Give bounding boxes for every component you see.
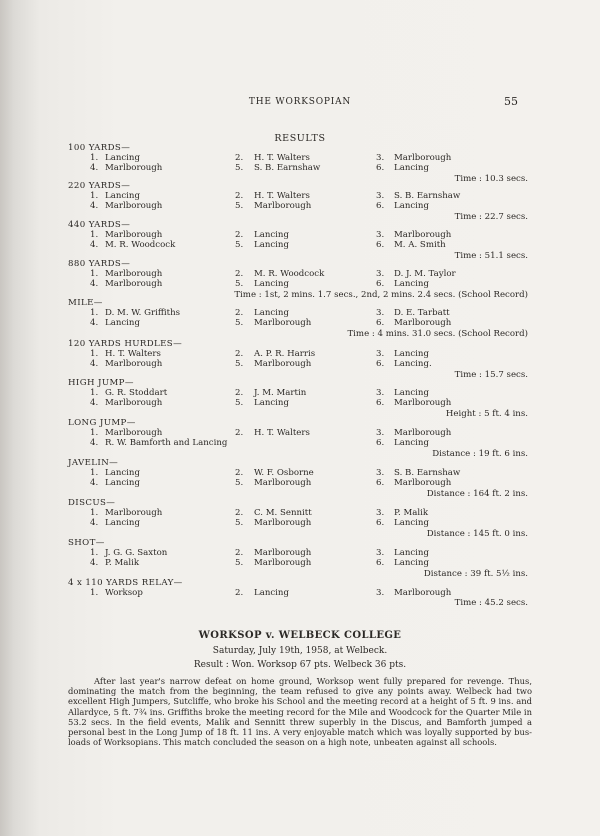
place-name: Lancing	[254, 230, 289, 241]
place-name: Marlborough	[394, 230, 452, 241]
event-block	[68, 220, 528, 261]
place-name: Lancing	[394, 558, 429, 569]
place-number: 3.	[376, 468, 385, 479]
place-number: 4.	[90, 359, 99, 370]
placing-row	[68, 438, 528, 448]
place-name: Lancing	[105, 468, 140, 479]
place-number: 5.	[235, 359, 244, 370]
place-number: 2.	[235, 588, 244, 599]
place-name: Lancing	[254, 240, 289, 251]
place-number: 5.	[235, 240, 244, 251]
place-name: M. R. Woodcock	[105, 240, 176, 251]
place-number: 2.	[235, 388, 244, 399]
place-number: 6.	[376, 558, 385, 569]
placing-row	[68, 230, 528, 240]
place-name: Marlborough	[105, 201, 163, 212]
place-number: 4.	[90, 478, 99, 489]
place-number: 4.	[90, 279, 99, 290]
event-block	[68, 458, 528, 499]
event-title: 4 x 110 YARDS RELAY—	[68, 578, 183, 588]
placing-row	[68, 269, 528, 279]
place-number: 4.	[90, 518, 99, 529]
place-number: 1.	[90, 153, 99, 164]
place-number: 2.	[235, 308, 244, 319]
event-result: Time : 22.7 secs.	[454, 211, 528, 222]
placing-row	[68, 163, 528, 173]
place-number: 5.	[235, 558, 244, 569]
place-name: Lancing	[254, 588, 289, 599]
event-title: LONG JUMP—	[68, 418, 136, 428]
place-number: 5.	[235, 201, 244, 212]
event-block	[68, 418, 528, 459]
place-name: H. T. Walters	[254, 191, 310, 202]
place-name: H. T. Walters	[254, 153, 310, 164]
place-name: M. R. Woodcock	[254, 269, 325, 280]
place-name: W. F. Osborne	[254, 468, 314, 479]
place-number: 3.	[376, 388, 385, 399]
place-number: 2.	[235, 153, 244, 164]
place-name: Lancing	[394, 349, 429, 360]
place-number: 3.	[376, 508, 385, 519]
place-number: 3.	[376, 588, 385, 599]
place-number: 3.	[376, 349, 385, 360]
place-number: 6.	[376, 518, 385, 529]
event-title: 120 YARDS HURDLES—	[68, 339, 183, 349]
place-number: 4.	[90, 163, 99, 174]
placing-row	[68, 468, 528, 478]
event-block	[68, 298, 528, 339]
place-name: Lancing	[105, 153, 140, 164]
place-name: Marlborough	[105, 163, 163, 174]
place-number: 6.	[376, 240, 385, 251]
placing-row	[68, 279, 528, 289]
place-number: 5.	[235, 163, 244, 174]
page-number: 55	[504, 95, 518, 108]
place-number: 3.	[376, 428, 385, 439]
place-number: 6.	[376, 359, 385, 370]
place-number: 2.	[235, 230, 244, 241]
event-block	[68, 538, 528, 579]
place-name: Marlborough	[394, 398, 452, 409]
event-title: MILE—	[68, 298, 103, 308]
event-result: Distance : 145 ft. 0 ins.	[426, 528, 528, 539]
event-block	[68, 181, 528, 222]
place-name: Marlborough	[105, 269, 163, 280]
event-title: 440 YARDS—	[68, 220, 131, 230]
event-result: Distance : 39 ft. 5½ ins.	[423, 568, 528, 579]
event-title: 220 YARDS—	[68, 181, 131, 191]
place-name: Marlborough	[105, 428, 163, 439]
event-title: 880 YARDS—	[68, 259, 131, 269]
event-result: Time : 10.3 secs.	[454, 173, 528, 184]
place-name: Lancing	[394, 279, 429, 290]
place-number: 1.	[90, 388, 99, 399]
place-number: 6.	[376, 163, 385, 174]
placing-row	[68, 388, 528, 398]
event-result: Time : 45.2 secs.	[454, 598, 528, 609]
event-result: Time : 15.7 secs.	[454, 369, 528, 380]
event-title: DISCUS—	[68, 498, 116, 508]
placing-row	[68, 548, 528, 558]
event-result-row	[68, 329, 528, 339]
place-name: A. P. R. Harris	[254, 349, 316, 360]
place-name: Marlborough	[254, 359, 312, 370]
place-number: 6.	[376, 279, 385, 290]
place-number: 5.	[235, 398, 244, 409]
place-name: Marlborough	[394, 428, 452, 439]
place-number: 4.	[90, 240, 99, 251]
place-name: S. B. Earnshaw	[254, 163, 321, 174]
event-title: HIGH JUMP—	[68, 378, 134, 388]
place-name: Lancing	[105, 318, 140, 329]
event-block	[68, 259, 528, 300]
event-result: Distance : 19 ft. 6 ins.	[432, 448, 528, 459]
place-name: Marlborough	[105, 398, 163, 409]
place-name: M. A. Smith	[394, 240, 446, 251]
place-number: 4.	[90, 398, 99, 409]
place-name: Marlborough	[254, 518, 312, 529]
place-name: Lancing	[254, 398, 289, 409]
place-name: Marlborough	[105, 279, 163, 290]
place-name: Lancing	[254, 279, 289, 290]
place-name: C. M. Sennitt	[254, 508, 312, 519]
place-number: 4.	[90, 558, 99, 569]
place-name: Marlborough	[105, 359, 163, 370]
placing-row	[68, 153, 528, 163]
place-name: H. T. Walters	[254, 428, 310, 439]
event-title: JAVELIN—	[68, 458, 119, 468]
event-result: Time : 4 mins. 31.0 secs. (School Record)	[347, 328, 528, 339]
placing-row	[68, 428, 528, 438]
place-number: 2.	[235, 508, 244, 519]
event-block	[68, 143, 528, 184]
place-number: 3.	[376, 191, 385, 202]
event-result: Time : 51.1 secs.	[454, 250, 528, 261]
place-number: 6.	[376, 318, 385, 329]
place-number: 5.	[235, 518, 244, 529]
place-number: 2.	[235, 349, 244, 360]
place-number: 6.	[376, 438, 385, 449]
placing-row	[68, 318, 528, 328]
placing-row	[68, 349, 528, 359]
placing-row	[68, 359, 528, 369]
match-title: WORKSOP v. WELBECK COLLEGE	[198, 630, 402, 641]
place-name: Worksop	[105, 588, 143, 599]
placing-row	[68, 478, 528, 488]
place-name: Lancing	[394, 438, 429, 449]
place-name: Lancing	[394, 518, 429, 529]
place-number: 4.	[90, 201, 99, 212]
event-result-row	[68, 598, 528, 608]
place-name: Lancing.	[394, 359, 432, 370]
placing-row	[68, 201, 528, 211]
place-name: D. E. Tarbatt	[394, 308, 450, 319]
place-number: 2.	[235, 428, 244, 439]
place-name: Marlborough	[394, 588, 452, 599]
running-header: THE WORKSOPIAN	[248, 97, 352, 107]
place-name: Lancing	[254, 308, 289, 319]
place-name: S. B. Earnshaw	[394, 191, 461, 202]
place-name: Lancing	[394, 201, 429, 212]
placing-row	[68, 398, 528, 408]
place-name: R. W. Bamforth and Lancing	[105, 438, 228, 449]
place-number: 3.	[376, 308, 385, 319]
place-name: Lancing	[394, 163, 429, 174]
place-number: 3.	[376, 269, 385, 280]
place-name: Marlborough	[254, 548, 312, 559]
event-title: 100 YARDS—	[68, 143, 131, 153]
placing-row	[68, 588, 528, 598]
place-number: 5.	[235, 478, 244, 489]
event-result: Height : 5 ft. 4 ins.	[445, 408, 528, 419]
match-date: Saturday, July 19th, 1958, at Welbeck.	[212, 646, 388, 656]
place-number: 5.	[235, 279, 244, 290]
place-number: 5.	[235, 318, 244, 329]
place-number: 1.	[90, 468, 99, 479]
place-number: 6.	[376, 478, 385, 489]
event-result: Distance : 164 ft. 2 ins.	[426, 488, 528, 499]
place-name: Marlborough	[254, 478, 312, 489]
place-number: 1.	[90, 548, 99, 559]
event-block	[68, 578, 528, 609]
place-name: Marlborough	[254, 201, 312, 212]
place-name: Lancing	[105, 191, 140, 202]
results-heading: RESULTS	[274, 133, 326, 144]
placing-row	[68, 191, 528, 201]
place-name: Lancing	[105, 518, 140, 529]
place-name: D. J. M. Taylor	[394, 269, 456, 280]
event-result: Time : 1st, 2 mins. 1.7 secs., 2nd, 2 mins. 2.4 secs. (School Record)	[234, 289, 528, 300]
place-name: Marlborough	[394, 318, 452, 329]
place-name: P. Malik	[394, 508, 429, 519]
event-block	[68, 498, 528, 539]
place-name: J. M. Martin	[254, 388, 307, 399]
place-name: Marlborough	[105, 508, 163, 519]
place-number: 3.	[376, 230, 385, 241]
place-number: 1.	[90, 191, 99, 202]
place-name: H. T. Walters	[105, 349, 161, 360]
place-number: 2.	[235, 191, 244, 202]
place-name: Marlborough	[394, 153, 452, 164]
match-report: After last year's narrow defeat on home ground, Worksop went fully prepared for revenge. Thus, dominating the match from the beginning, the team refused to give any points away. Welbeck had two excellent High Jumpers, Sutcliffe, who broke his School and the meeting record at a height of 5 ft. 9 ins. and Allardyce, 5 ft. 7¾ ins. Griffiths broke the meeting record for the Mile and Woodcock for the Quarter Mile in 53.2 secs. In the field events, Malik and Sennitt threw superbly in the Discus, and Bamforth jumped a personal best in the Long Jump of 18 ft. 11 ins. A very enjoyable match which was loyally supported by bus-loads of Worksopians. This match concluded the season on a high note, unbeaten against all schools.	[68, 676, 532, 748]
place-name: J. G. G. Saxton	[105, 548, 168, 559]
place-number: 1.	[90, 308, 99, 319]
place-name: G. R. Stoddart	[105, 388, 168, 399]
place-number: 2.	[235, 269, 244, 280]
place-name: S. B. Earnshaw	[394, 468, 461, 479]
place-number: 6.	[376, 398, 385, 409]
placing-row	[68, 508, 528, 518]
place-number: 1.	[90, 349, 99, 360]
place-name: Lancing	[105, 478, 140, 489]
place-name: Marlborough	[394, 478, 452, 489]
place-name: Lancing	[394, 388, 429, 399]
place-number: 1.	[90, 588, 99, 599]
event-block	[68, 339, 528, 380]
placing-row	[68, 518, 528, 528]
place-number: 1.	[90, 508, 99, 519]
place-number: 3.	[376, 153, 385, 164]
place-number: 2.	[235, 548, 244, 559]
event-block	[68, 378, 528, 419]
match-result: Result : Won. Worksop 67 pts. Welbeck 36 pts.	[193, 660, 407, 670]
place-number: 1.	[90, 428, 99, 439]
place-name: Marlborough	[105, 230, 163, 241]
event-title: SHOT—	[68, 538, 105, 548]
placing-row	[68, 558, 528, 568]
place-number: 1.	[90, 269, 99, 280]
place-name: P. Malik	[105, 558, 140, 569]
place-name: Marlborough	[254, 318, 312, 329]
place-number: 2.	[235, 468, 244, 479]
placing-row	[68, 240, 528, 250]
place-number: 3.	[376, 548, 385, 559]
place-number: 6.	[376, 201, 385, 212]
place-name: D. M. W. Griffiths	[105, 308, 181, 319]
place-number: 1.	[90, 230, 99, 241]
place-name: Marlborough	[254, 558, 312, 569]
place-number: 4.	[90, 318, 99, 329]
placing-row	[68, 308, 528, 318]
place-number: 4.	[90, 438, 99, 449]
place-name: Lancing	[394, 548, 429, 559]
